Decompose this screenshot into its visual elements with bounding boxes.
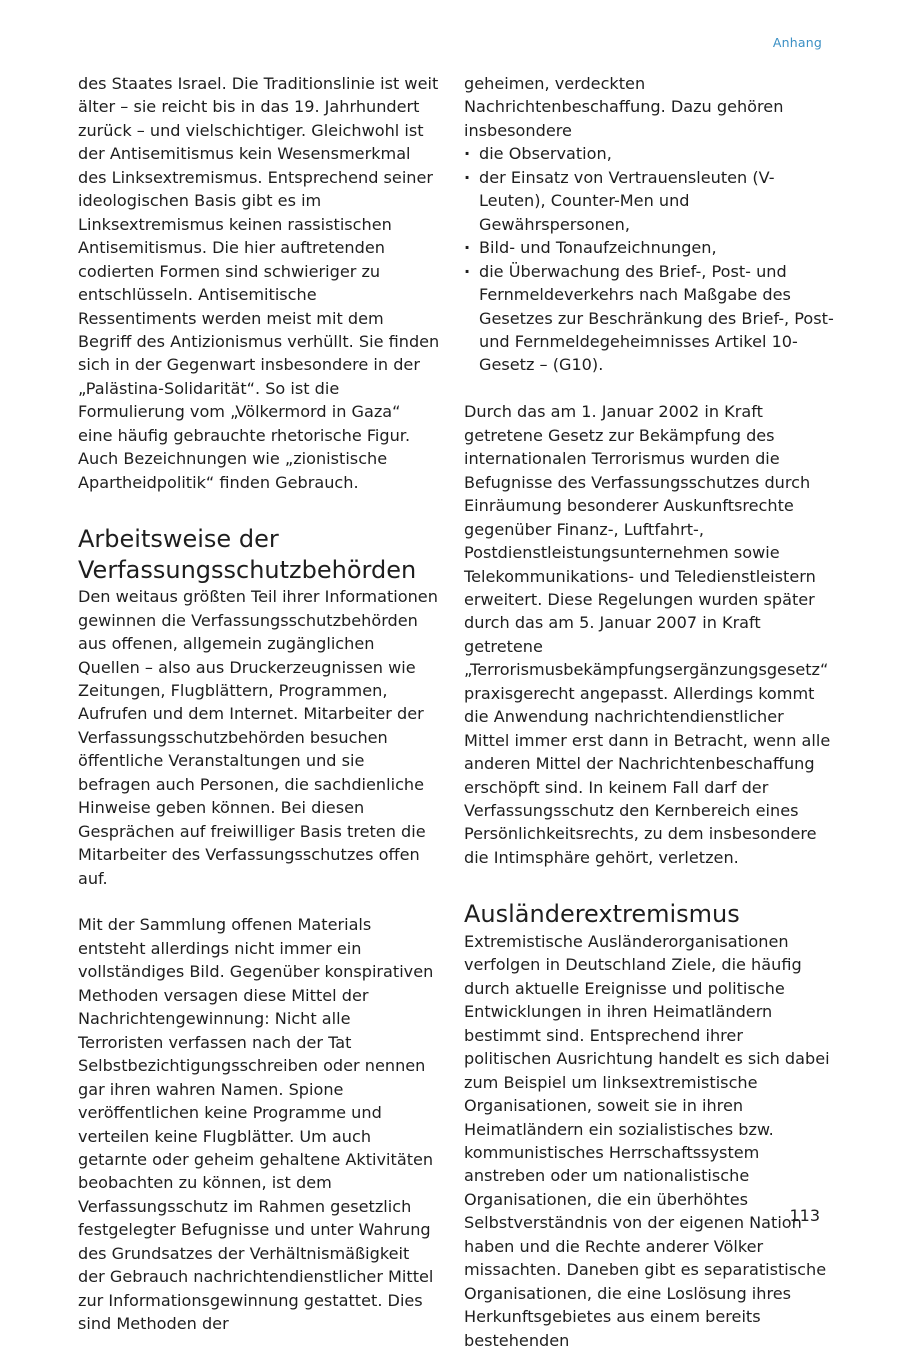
list-item: · die Überwachung des Brief-, Post- und Fernmeldeverkehrs nach Maßgabe des Gesetzes zur Beschränkung des Brief-, Post- und Fernmeldegeheimnisses Artikel 10-Gesetz – (G10). [464, 260, 834, 377]
list-item: · Bild- und Tonaufzeichnungen, [464, 236, 834, 259]
section-heading: Arbeitsweise der Verfassungsschutzbehörden [78, 525, 417, 584]
list-item: · die Observation, [464, 142, 834, 165]
list-item: · der Einsatz von Vertrauensleuten (V-Leuten), Counter-Men und Gewährspersonen, [464, 166, 834, 236]
paragraph: Extremistische Ausländerorganisationen verfolgen in Deutschland Ziele, die häufig durch aktuelle Ereignisse und politische Entwicklungen in ihren Heimatländern bestimmt sind. Entsprechend ihrer politischen Ausrichtung handelt es sich dabei zum Beispiel um linksextremistische Organisationen, soweit sie in ihren Heimatländern ein sozialistisches bzw. kommunistisches Herrschaftssystem anstreben oder um nationalistische Organisationen, die ein überhöhtes Selbstverständnis von der eigenen Nation haben und die Rechte anderer Völker missachten. Daneben gibt es separatistische Organisationen, die eine Loslösung ihres Herkunftsgebietes aus einem bereits bestehenden [464, 931, 830, 1350]
bullet-list [464, 142, 834, 377]
paragraph: Durch das am 1. Januar 2002 in Kraft getretene Gesetz zur Bekämpfung des internationalen Terrorismus wurden die Befugnisse des Verfassungsschutzes durch Einräumung besonderer Auskunftsrechte gegenüber Finanz-, Luftfahrt-, Postdienstleistungsunternehmen sowie Telekommunikations- und Teledienstleistern erweitert. Diese Regelungen wurden später durch das am 5. Januar 2007 in Kraft getretene „Terrorismusbekämpfungsergänzungsgesetz“ praxisgerecht angepasst. Allerdings kommt die Anwendung nachrichtendienstlicher Mittel immer erst dann in Betracht, wenn alle anderen Mittel der Nachrichtenbeschaffung erschöpft sind. In keinem Fall darf der Verfassungsschutz den Kernbereich eines Persönlichkeitsrechts, zu dem insbesondere die Intimsphäre gehört, verletzen. [464, 402, 831, 867]
paragraph: geheimen, verdeckten Nachrichtenbeschaffung. Dazu gehören insbesondere [464, 74, 784, 140]
paragraph: des Staates Israel. Die Traditionslinie ist weit älter – sie reicht bis in das 19. Jahrhundert zurück – und vielschichtiger. Gleichwohl ist der Antisemitismus kein Wesensmerkmal des Linksextremismus. Entsprechend seiner ideologischen Basis gibt es im Linksextremismus keinen rassistischen Antisemitismus. Die hier auftretenden codierten Formen sind schwieriger zu entschlüsseln. Antisemitische Ressentiments werden meist mit dem Begriff des Antizionismus verhüllt. Sie finden sich in der Gegenwart insbesondere in der „Palästina-Solidarität“. So ist die Formulierung vom „Völkermord in Gaza“ eine häufig gebrauchte rhetorische Figur. Auch Bezeichnungen wie „zionistische Apartheidpolitik“ finden Gebrauch. [78, 74, 440, 492]
page-number: 113 [789, 1206, 820, 1225]
right-column [464, 72, 834, 1352]
running-header: Anhang [772, 35, 822, 50]
left-column [78, 72, 440, 1336]
paragraph: Den weitaus größten Teil ihrer Informationen gewinnen die Verfassungsschutzbehörden aus offenen, allgemein zugänglichen Quellen – also aus Druckerzeugnissen wie Zeitungen, Flugblättern, Programmen, Aufrufen und dem Internet. Mitarbeiter der Verfassungsschutzbehörden besuchen öffentliche Veranstaltungen und sie befragen auch Personen, die sachdienliche Hinweise geben können. Bei diesen Gesprächen auf freiwilliger Basis treten die Mitarbeiter des Verfassungsschutzes offen auf. [78, 587, 438, 888]
section-heading: Ausländerextremismus [464, 900, 740, 929]
paragraph: Mit der Sammlung offenen Materials entsteht allerdings nicht immer ein vollständiges Bild. Gegenüber konspirativen Methoden versagen diese Mittel der Nachrichtengewinnung: Nicht alle Terroristen verfassen nach der Tat Selbstbezichtigungsschreiben oder nennen gar ihren wahren Namen. Spione veröffentlichen keine Programme und verteilen keine Flugblätter. Um auch getarnte oder geheim gehaltene Aktivitäten beobachten zu können, ist dem Verfassungsschutz im Rahmen gesetzlich festgelegter Befugnisse und unter Wahrung des Grundsatzes der Verhältnismäßigkeit der Gebrauch nachrichtendienstlicher Mittel zur Informationsgewinnung gestattet. Dies sind Methoden der [78, 915, 434, 1334]
